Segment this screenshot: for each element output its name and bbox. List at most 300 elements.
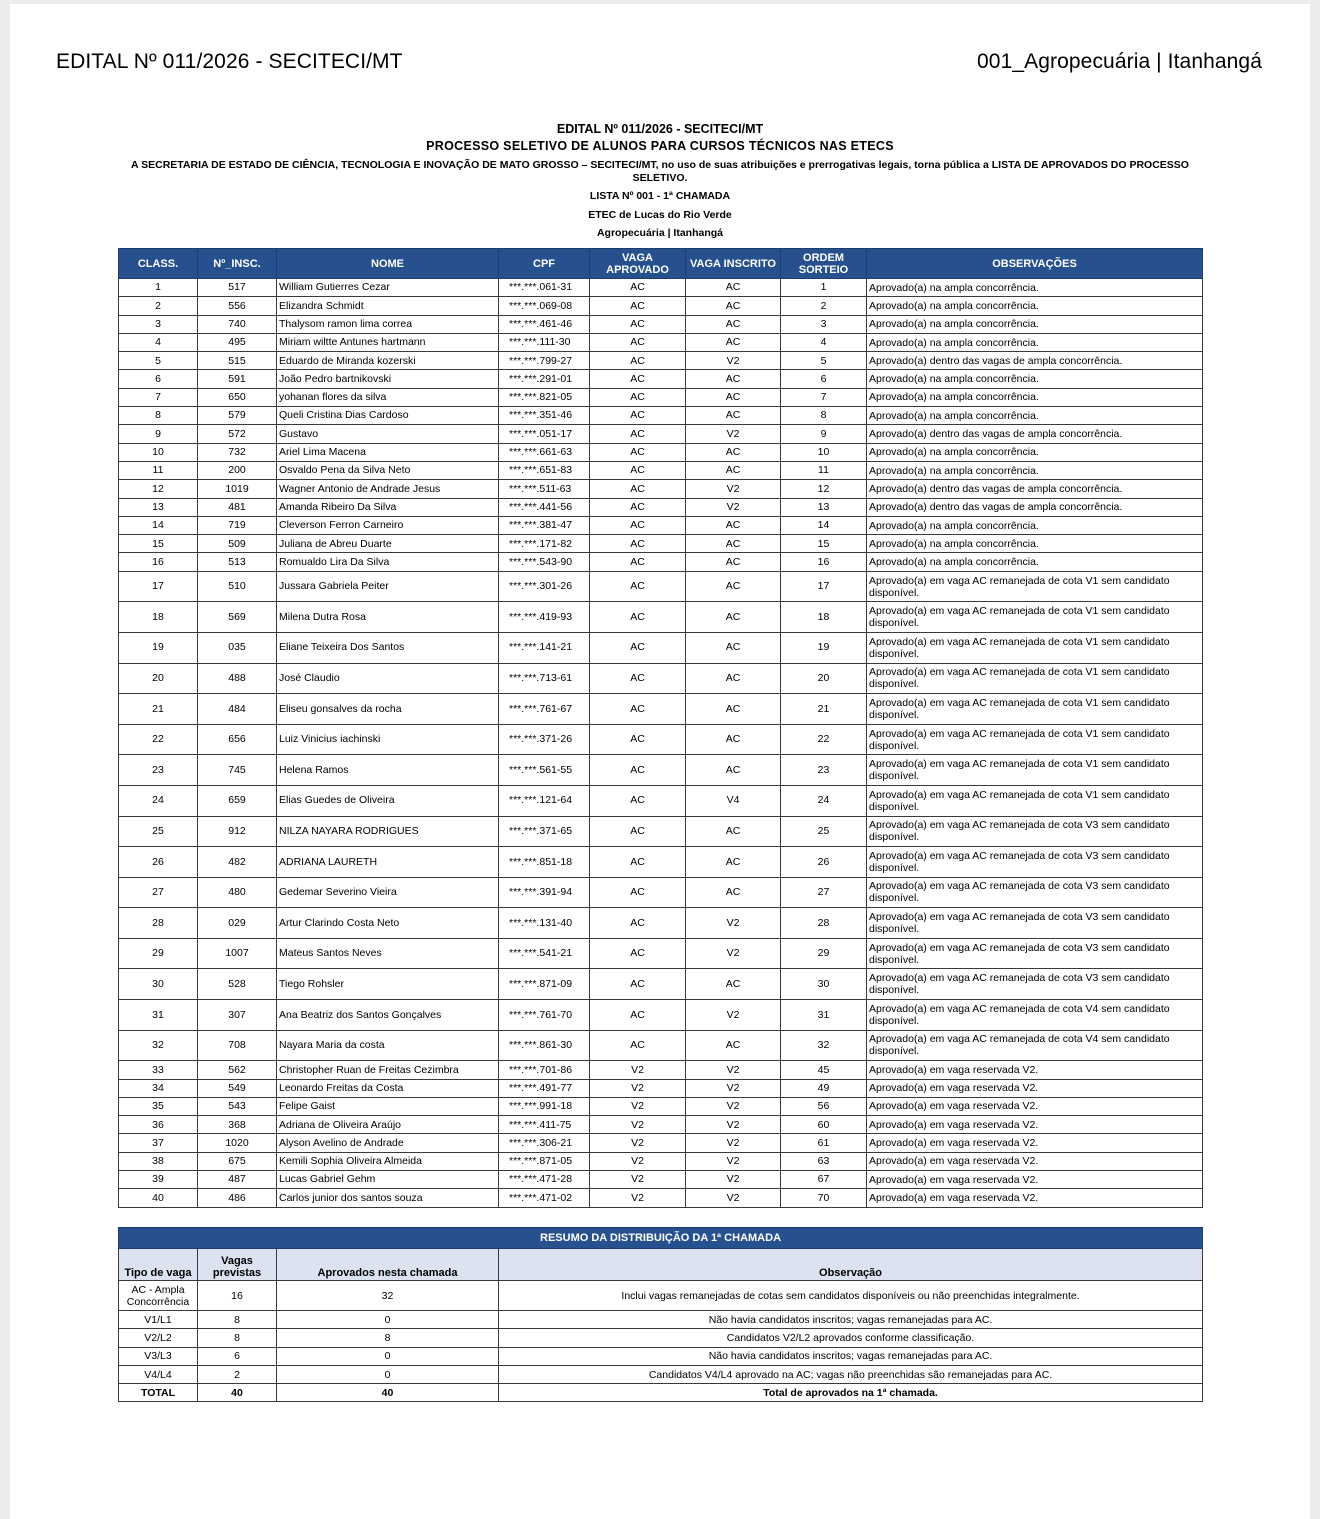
observation-cell: Aprovado(a) na ampla concorrência.	[867, 315, 1203, 333]
ordem-sorteio-cell: 15	[781, 535, 867, 553]
vaga-inscrito-cell: V2	[686, 1079, 781, 1097]
table-row	[119, 938, 1203, 969]
inscription-cell: 495	[198, 333, 277, 351]
classification-cell: 13	[119, 498, 198, 516]
vaga-aprovado-cell: AC	[590, 333, 686, 351]
classification-cell: 3	[119, 315, 198, 333]
ordem-sorteio-cell: 14	[781, 516, 867, 534]
observation-cell: Aprovado(a) dentro das vagas de ampla concorrência.	[867, 352, 1203, 370]
vaga-inscrito-cell: V2	[686, 1116, 781, 1134]
name-cell: Tiego Rohsler	[277, 969, 499, 1000]
aprovados-cell: 0	[277, 1365, 499, 1383]
observation-cell: Aprovado(a) em vaga reservada V2.	[867, 1097, 1203, 1115]
name-cell: Alyson Avelino de Andrade	[277, 1134, 499, 1152]
observacao-cell: Inclui vagas remanejadas de cotas sem candidatos disponíveis ou não preenchidas integralmente.	[499, 1281, 1203, 1311]
classification-cell: 2	[119, 297, 198, 315]
vaga-aprovado-cell: AC	[590, 694, 686, 725]
observation-cell: Aprovado(a) em vaga reservada V2.	[867, 1116, 1203, 1134]
cpf-cell: ***.***.821-05	[499, 388, 590, 406]
inscription-cell: 035	[198, 632, 277, 663]
table-row	[119, 315, 1203, 333]
classification-cell: 14	[119, 516, 198, 534]
vaga-type-cell: AC - Ampla Concorrência	[119, 1281, 198, 1311]
classification-cell: 37	[119, 1134, 198, 1152]
name-cell: Carlos junior dos santos souza	[277, 1189, 499, 1207]
table-row	[119, 425, 1203, 443]
vaga-aprovado-cell: AC	[590, 315, 686, 333]
name-cell: João Pedro bartnikovski	[277, 370, 499, 388]
vaga-inscrito-cell: AC	[686, 370, 781, 388]
vaga-inscrito-cell: AC	[686, 816, 781, 847]
table-row	[119, 602, 1203, 633]
ordem-sorteio-cell: 63	[781, 1152, 867, 1170]
vagas-previstas-cell: 16	[198, 1281, 277, 1311]
ordem-sorteio-cell: 28	[781, 908, 867, 939]
name-cell: Mateus Santos Neves	[277, 938, 499, 969]
inscription-cell: 591	[198, 370, 277, 388]
classification-cell: 29	[119, 938, 198, 969]
ordem-sorteio-cell: 61	[781, 1134, 867, 1152]
column-header: ORDEM SORTEIO	[781, 249, 867, 279]
classification-cell: 18	[119, 602, 198, 633]
classification-cell: 33	[119, 1061, 198, 1079]
cpf-cell: ***.***.851-18	[499, 847, 590, 878]
table-row	[119, 516, 1203, 534]
table-row	[119, 1061, 1203, 1079]
ordem-sorteio-cell: 7	[781, 388, 867, 406]
name-cell: yohanan flores da silva	[277, 388, 499, 406]
cpf-cell: ***.***.441-56	[499, 498, 590, 516]
name-cell: Queli Cristina Dias Cardoso	[277, 407, 499, 425]
total-vaga-type-cell: TOTAL	[119, 1384, 198, 1402]
table-row	[119, 724, 1203, 755]
table-row	[119, 370, 1203, 388]
observacao-cell: Candidatos V2/L2 aprovados conforme classificação.	[499, 1329, 1203, 1347]
vaga-inscrito-cell: V2	[686, 1000, 781, 1031]
summary-row	[119, 1281, 1203, 1311]
vaga-aprovado-cell: AC	[590, 724, 686, 755]
vagas-previstas-cell: 2	[198, 1365, 277, 1383]
cpf-cell: ***.***.391-94	[499, 877, 590, 908]
cpf-cell: ***.***.871-09	[499, 969, 590, 1000]
column-header: VAGA INSCRITO	[686, 249, 781, 279]
summary-table	[118, 1227, 1203, 1402]
vaga-aprovado-cell: AC	[590, 425, 686, 443]
vaga-aprovado-cell: AC	[590, 847, 686, 878]
ordem-sorteio-cell: 22	[781, 724, 867, 755]
observation-cell: Aprovado(a) em vaga reservada V2.	[867, 1079, 1203, 1097]
ordem-sorteio-cell: 13	[781, 498, 867, 516]
vaga-aprovado-cell: V2	[590, 1171, 686, 1189]
total-observacao-cell: Total de aprovados na 1ª chamada.	[499, 1384, 1203, 1402]
name-cell: Eliseu gonsalves da rocha	[277, 694, 499, 725]
table-row	[119, 535, 1203, 553]
classification-cell: 15	[119, 535, 198, 553]
vaga-aprovado-cell: AC	[590, 535, 686, 553]
cpf-cell: ***.***.121-64	[499, 785, 590, 816]
page-header-right: 001_Agropecuária | Itanhangá	[977, 50, 1262, 73]
cpf-cell: ***.***.713-61	[499, 663, 590, 694]
classification-cell: 28	[119, 908, 198, 939]
inscription-cell: 650	[198, 388, 277, 406]
ordem-sorteio-cell: 30	[781, 969, 867, 1000]
inscription-cell: 675	[198, 1152, 277, 1170]
ordem-sorteio-cell: 18	[781, 602, 867, 633]
course-name: Agropecuária | Itanhangá	[596, 227, 724, 239]
vaga-inscrito-cell: V2	[686, 908, 781, 939]
classification-cell: 6	[119, 370, 198, 388]
ordem-sorteio-cell: 21	[781, 694, 867, 725]
ordem-sorteio-cell: 19	[781, 632, 867, 663]
vaga-aprovado-cell: AC	[590, 297, 686, 315]
cpf-cell: ***.***.561-55	[499, 755, 590, 786]
ordem-sorteio-cell: 29	[781, 938, 867, 969]
inscription-cell: 659	[198, 785, 277, 816]
vaga-aprovado-cell: AC	[590, 388, 686, 406]
inscription-cell: 513	[198, 553, 277, 571]
cpf-cell: ***.***.991-18	[499, 1097, 590, 1115]
inscription-cell: 488	[198, 663, 277, 694]
document-page	[10, 4, 1310, 1519]
ordem-sorteio-cell: 60	[781, 1116, 867, 1134]
classification-cell: 31	[119, 1000, 198, 1031]
table-row	[119, 443, 1203, 461]
inscription-cell: 569	[198, 602, 277, 633]
observation-cell: Aprovado(a) em vaga AC remanejada de cota V1 sem candidato disponível.	[867, 663, 1203, 694]
observacao-cell: Não havia candidatos inscritos; vagas remanejadas para AC.	[499, 1311, 1203, 1329]
observation-cell: Aprovado(a) em vaga AC remanejada de cota V3 sem candidato disponível.	[867, 938, 1203, 969]
inscription-cell: 368	[198, 1116, 277, 1134]
ordem-sorteio-cell: 31	[781, 1000, 867, 1031]
inscription-cell: 480	[198, 877, 277, 908]
column-header: VAGA APROVADO	[590, 249, 686, 279]
cpf-cell: ***.***.301-26	[499, 571, 590, 602]
name-cell: Wagner Antonio de Andrade Jesus	[277, 480, 499, 498]
cpf-cell: ***.***.511-63	[499, 480, 590, 498]
name-cell: Jussara Gabriela Peiter	[277, 571, 499, 602]
cpf-cell: ***.***.543-90	[499, 553, 590, 571]
ordem-sorteio-cell: 10	[781, 443, 867, 461]
table-row	[119, 816, 1203, 847]
name-cell: Leonardo Freitas da Costa	[277, 1079, 499, 1097]
ordem-sorteio-cell: 3	[781, 315, 867, 333]
classification-cell: 21	[119, 694, 198, 725]
vaga-aprovado-cell: AC	[590, 969, 686, 1000]
vaga-inscrito-cell: AC	[686, 443, 781, 461]
ordem-sorteio-cell: 24	[781, 785, 867, 816]
vaga-aprovado-cell: AC	[590, 370, 686, 388]
vaga-inscrito-cell: V2	[686, 1189, 781, 1207]
vaga-aprovado-cell: AC	[590, 602, 686, 633]
classification-cell: 25	[119, 816, 198, 847]
table-row	[119, 498, 1203, 516]
cpf-cell: ***.***.471-28	[499, 1171, 590, 1189]
table-row	[119, 1171, 1203, 1189]
cpf-cell: ***.***.799-27	[499, 352, 590, 370]
aprovados-cell: 8	[277, 1329, 499, 1347]
vaga-aprovado-cell: AC	[590, 516, 686, 534]
vaga-inscrito-cell: AC	[686, 297, 781, 315]
aprovados-cell: 32	[277, 1281, 499, 1311]
vaga-inscrito-cell: V2	[686, 1171, 781, 1189]
summary-header-row	[119, 1249, 1203, 1281]
name-cell: Artur Clarindo Costa Neto	[277, 908, 499, 939]
vaga-aprovado-cell: V2	[590, 1189, 686, 1207]
table-row	[119, 352, 1203, 370]
name-cell: Helena Ramos	[277, 755, 499, 786]
cpf-cell: ***.***.471-02	[499, 1189, 590, 1207]
inscription-cell: 515	[198, 352, 277, 370]
name-cell: Romualdo Lira Da Silva	[277, 553, 499, 571]
process-title: PROCESSO SELETIVO DE ALUNOS PARA CURSOS TÉCNICOS NAS ETECS	[426, 139, 894, 153]
name-cell: Juliana de Abreu Duarte	[277, 535, 499, 553]
vaga-aprovado-cell: AC	[590, 279, 686, 297]
table-row	[119, 694, 1203, 725]
table-row	[119, 1152, 1203, 1170]
vagas-previstas-cell: 8	[198, 1329, 277, 1347]
vaga-inscrito-cell: AC	[686, 279, 781, 297]
vaga-inscrito-cell: AC	[686, 724, 781, 755]
ordem-sorteio-cell: 20	[781, 663, 867, 694]
vaga-aprovado-cell: AC	[590, 1000, 686, 1031]
vaga-inscrito-cell: AC	[686, 461, 781, 479]
cpf-cell: ***.***.651-83	[499, 461, 590, 479]
vaga-aprovado-cell: AC	[590, 877, 686, 908]
name-cell: William Gutierres Cezar	[277, 279, 499, 297]
inscription-cell: 1007	[198, 938, 277, 969]
name-cell: NILZA NAYARA RODRIGUES	[277, 816, 499, 847]
classification-cell: 17	[119, 571, 198, 602]
cpf-cell: ***.***.661-63	[499, 443, 590, 461]
name-cell: Gedemar Severino Vieira	[277, 877, 499, 908]
vaga-inscrito-cell: V2	[686, 480, 781, 498]
column-header: NOME	[277, 249, 499, 279]
observation-cell: Aprovado(a) na ampla concorrência.	[867, 443, 1203, 461]
table-row	[119, 1000, 1203, 1031]
ordem-sorteio-cell: 27	[781, 877, 867, 908]
cpf-cell: ***.***.861-30	[499, 1030, 590, 1061]
name-cell: Luiz Vinicius iachinski	[277, 724, 499, 755]
vaga-inscrito-cell: V4	[686, 785, 781, 816]
observation-cell: Aprovado(a) em vaga AC remanejada de cota V1 sem candidato disponível.	[867, 724, 1203, 755]
vaga-inscrito-cell: V2	[686, 938, 781, 969]
column-header: CPF	[499, 249, 590, 279]
cpf-cell: ***.***.381-47	[499, 516, 590, 534]
ordem-sorteio-cell: 8	[781, 407, 867, 425]
ordem-sorteio-cell: 17	[781, 571, 867, 602]
ordem-sorteio-cell: 26	[781, 847, 867, 878]
name-cell: Elias Guedes de Oliveira	[277, 785, 499, 816]
classification-cell: 27	[119, 877, 198, 908]
vaga-inscrito-cell: V2	[686, 425, 781, 443]
cpf-cell: ***.***.371-65	[499, 816, 590, 847]
observation-cell: Aprovado(a) na ampla concorrência.	[867, 516, 1203, 534]
cpf-cell: ***.***.491-77	[499, 1079, 590, 1097]
vaga-aprovado-cell: AC	[590, 1030, 686, 1061]
name-cell: Nayara Maria da costa	[277, 1030, 499, 1061]
vaga-inscrito-cell: V2	[686, 1097, 781, 1115]
table-row	[119, 1030, 1203, 1061]
vaga-type-cell: V4/L4	[119, 1365, 198, 1383]
vaga-aprovado-cell: AC	[590, 816, 686, 847]
approved-list-table	[118, 248, 1203, 1208]
observation-cell: Aprovado(a) dentro das vagas de ampla concorrência.	[867, 498, 1203, 516]
observation-cell: Aprovado(a) em vaga reservada V2.	[867, 1171, 1203, 1189]
inscription-cell: 556	[198, 297, 277, 315]
observation-cell: Aprovado(a) em vaga AC remanejada de cota V3 sem candidato disponível.	[867, 877, 1203, 908]
summary-row	[119, 1365, 1203, 1383]
cpf-cell: ***.***.541-21	[499, 938, 590, 969]
classification-cell: 22	[119, 724, 198, 755]
classification-cell: 36	[119, 1116, 198, 1134]
observation-cell: Aprovado(a) na ampla concorrência.	[867, 297, 1203, 315]
announcement-text: A SECRETARIA DE ESTADO DE CIÊNCIA, TECNOLOGIA E INOVAÇÃO DE MATO GROSSO – SECITECI/MT, no uso de suas atribuições e prerrogativas legais, torna pública a LISTA DE APROVADOS DO PROCESSO SELETIVO.	[131, 159, 1189, 184]
table-row	[119, 461, 1203, 479]
vaga-aprovado-cell: V2	[590, 1152, 686, 1170]
observation-cell: Aprovado(a) na ampla concorrência.	[867, 370, 1203, 388]
vaga-inscrito-cell: AC	[686, 694, 781, 725]
cpf-cell: ***.***.131-40	[499, 908, 590, 939]
vaga-aprovado-cell: AC	[590, 785, 686, 816]
vaga-aprovado-cell: V2	[590, 1079, 686, 1097]
table-row	[119, 279, 1203, 297]
name-cell: Cleverson Ferron Carneiro	[277, 516, 499, 534]
observation-cell: Aprovado(a) em vaga AC remanejada de cota V3 sem candidato disponível.	[867, 908, 1203, 939]
table-row	[119, 297, 1203, 315]
ordem-sorteio-cell: 70	[781, 1189, 867, 1207]
table-row	[119, 1134, 1203, 1152]
table-row	[119, 333, 1203, 351]
aprovados-cell: 0	[277, 1347, 499, 1365]
total-aprovados-cell: 40	[277, 1384, 499, 1402]
name-cell: Eduardo de Miranda kozerski	[277, 352, 499, 370]
cpf-cell: ***.***.411-75	[499, 1116, 590, 1134]
cpf-cell: ***.***.461-46	[499, 315, 590, 333]
ordem-sorteio-cell: 4	[781, 333, 867, 351]
classification-cell: 34	[119, 1079, 198, 1097]
inscription-cell: 740	[198, 315, 277, 333]
total-vagas-previstas-cell: 40	[198, 1384, 277, 1402]
observation-cell: Aprovado(a) na ampla concorrência.	[867, 407, 1203, 425]
name-cell: Thalysom ramon lima correa	[277, 315, 499, 333]
ordem-sorteio-cell: 2	[781, 297, 867, 315]
name-cell: Osvaldo Pena da Silva Neto	[277, 461, 499, 479]
name-cell: Ana Beatriz dos Santos Gonçalves	[277, 1000, 499, 1031]
table-row	[119, 785, 1203, 816]
observation-cell: Aprovado(a) em vaga reservada V2.	[867, 1061, 1203, 1079]
ordem-sorteio-cell: 32	[781, 1030, 867, 1061]
classification-cell: 9	[119, 425, 198, 443]
name-cell: Adriana de Oliveira Araújo	[277, 1116, 499, 1134]
inscription-cell: 509	[198, 535, 277, 553]
column-header: OBSERVAÇÕES	[867, 249, 1203, 279]
ordem-sorteio-cell: 6	[781, 370, 867, 388]
inscription-cell: 528	[198, 969, 277, 1000]
observation-cell: Aprovado(a) em vaga AC remanejada de cota V1 sem candidato disponível.	[867, 571, 1203, 602]
classification-cell: 35	[119, 1097, 198, 1115]
classification-cell: 20	[119, 663, 198, 694]
cpf-cell: ***.***.291-01	[499, 370, 590, 388]
name-cell: ADRIANA LAURETH	[277, 847, 499, 878]
observation-cell: Aprovado(a) na ampla concorrência.	[867, 461, 1203, 479]
inscription-cell: 482	[198, 847, 277, 878]
cpf-cell: ***.***.111-30	[499, 333, 590, 351]
observation-cell: Aprovado(a) na ampla concorrência.	[867, 535, 1203, 553]
table-row	[119, 553, 1203, 571]
classification-cell: 19	[119, 632, 198, 663]
vaga-type-cell: V1/L1	[119, 1311, 198, 1329]
inscription-cell: 549	[198, 1079, 277, 1097]
table-row	[119, 632, 1203, 663]
table-row	[119, 407, 1203, 425]
table-row	[119, 1097, 1203, 1115]
vaga-aprovado-cell: V2	[590, 1134, 686, 1152]
summary-total-row	[119, 1384, 1203, 1402]
table-row	[119, 755, 1203, 786]
name-cell: Lucas Gabriel Gehm	[277, 1171, 499, 1189]
observation-cell: Aprovado(a) em vaga reservada V2.	[867, 1134, 1203, 1152]
cpf-cell: ***.***.761-70	[499, 1000, 590, 1031]
vaga-aprovado-cell: AC	[590, 352, 686, 370]
edital-title: EDITAL Nº 011/2026 - SECITECI/MT	[556, 122, 764, 136]
classification-cell: 5	[119, 352, 198, 370]
inscription-cell: 200	[198, 461, 277, 479]
vaga-aprovado-cell: AC	[590, 571, 686, 602]
table-row	[119, 480, 1203, 498]
vaga-aprovado-cell: AC	[590, 908, 686, 939]
classification-cell: 10	[119, 443, 198, 461]
inscription-cell: 543	[198, 1097, 277, 1115]
classification-cell: 11	[119, 461, 198, 479]
vaga-inscrito-cell: AC	[686, 516, 781, 534]
table-row	[119, 908, 1203, 939]
name-cell: José Claudio	[277, 663, 499, 694]
ordem-sorteio-cell: 12	[781, 480, 867, 498]
summary-column-header: Vagas previstas	[198, 1249, 277, 1281]
table-row	[119, 877, 1203, 908]
observation-cell: Aprovado(a) em vaga reservada V2.	[867, 1189, 1203, 1207]
vaga-inscrito-cell: V2	[686, 1152, 781, 1170]
ordem-sorteio-cell: 67	[781, 1171, 867, 1189]
ordem-sorteio-cell: 5	[781, 352, 867, 370]
name-cell: Christopher Ruan de Freitas Cezimbra	[277, 1061, 499, 1079]
ordem-sorteio-cell: 49	[781, 1079, 867, 1097]
classification-cell: 7	[119, 388, 198, 406]
table-row	[119, 1116, 1203, 1134]
classification-cell: 12	[119, 480, 198, 498]
table-row	[119, 847, 1203, 878]
vaga-aprovado-cell: AC	[590, 461, 686, 479]
name-cell: Gustavo	[277, 425, 499, 443]
list-title: LISTA Nº 001 - 1ª CHAMADA	[589, 190, 731, 202]
vaga-type-cell: V2/L2	[119, 1329, 198, 1347]
summary-row	[119, 1311, 1203, 1329]
page-header	[56, 50, 1262, 74]
observation-cell: Aprovado(a) dentro das vagas de ampla concorrência.	[867, 425, 1203, 443]
inscription-cell: 708	[198, 1030, 277, 1061]
name-cell: Amanda Ribeiro Da Silva	[277, 498, 499, 516]
vaga-aprovado-cell: AC	[590, 632, 686, 663]
ordem-sorteio-cell: 56	[781, 1097, 867, 1115]
cpf-cell: ***.***.871-05	[499, 1152, 590, 1170]
observation-cell: Aprovado(a) em vaga AC remanejada de cota V3 sem candidato disponível.	[867, 847, 1203, 878]
classification-cell: 23	[119, 755, 198, 786]
vaga-inscrito-cell: AC	[686, 535, 781, 553]
aprovados-cell: 0	[277, 1311, 499, 1329]
cpf-cell: ***.***.761-67	[499, 694, 590, 725]
observation-cell: Aprovado(a) em vaga AC remanejada de cota V1 sem candidato disponível.	[867, 694, 1203, 725]
observation-cell: Aprovado(a) em vaga AC remanejada de cota V1 sem candidato disponível.	[867, 602, 1203, 633]
